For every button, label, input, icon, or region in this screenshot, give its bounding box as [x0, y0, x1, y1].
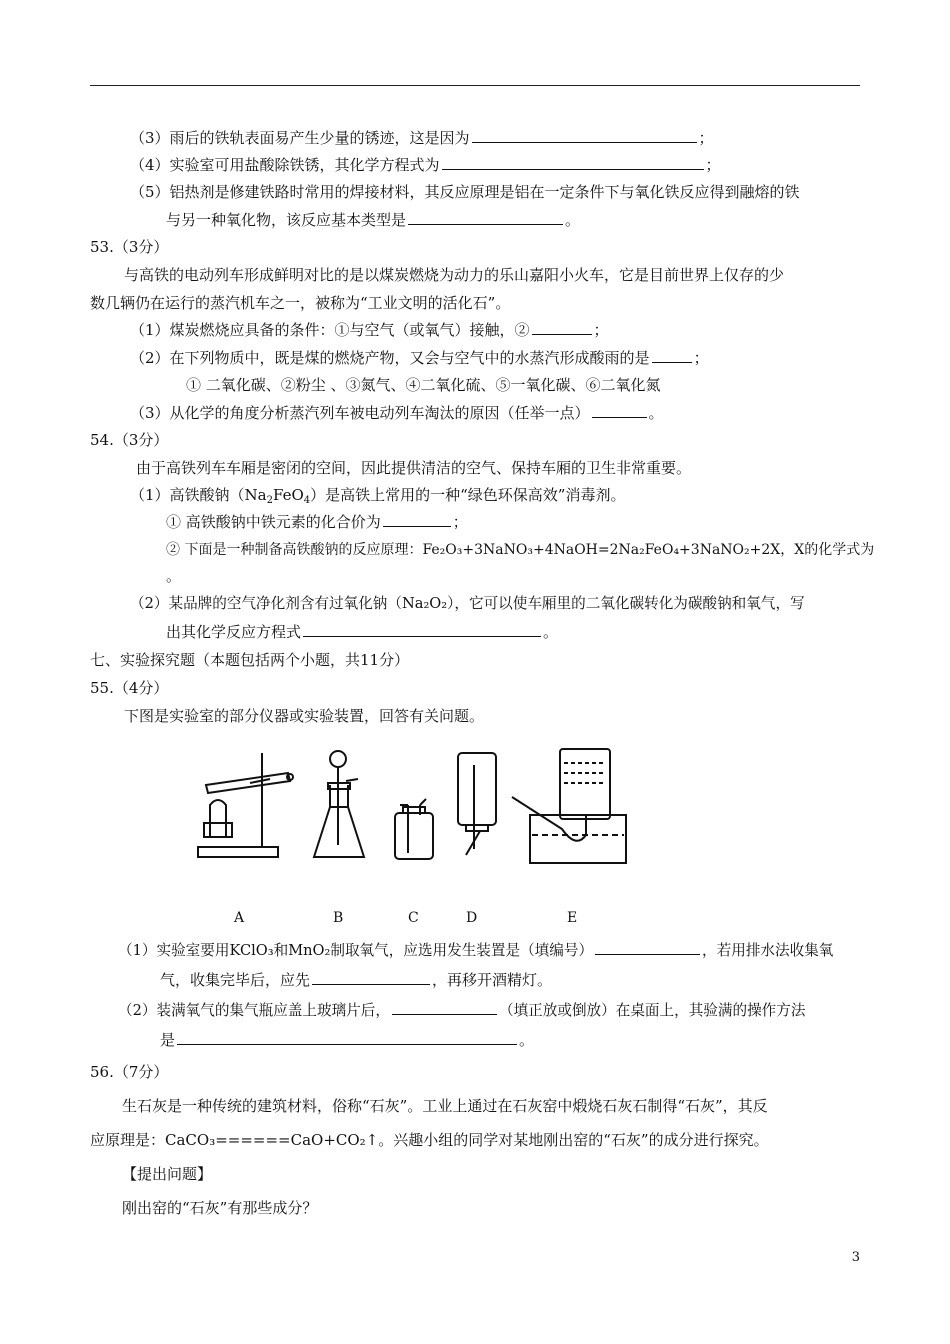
q52-part5-line1: （5）铝热剂是修建铁路时常用的焊接材料，其反应原理是铝在一定条件下与氧化铁反应得到融熔的铁	[130, 183, 800, 201]
q53-heading: 53.（3分）	[90, 238, 169, 256]
section-7-heading: 七、实验探究题（本题包括两个小题，共11分）	[90, 651, 410, 669]
q54-part1-sub2-end: 。	[166, 567, 182, 585]
q53-part3: （3）从化学的角度分析蒸汽列车被电动列车淘汰的原因（任举一点） 。	[130, 404, 664, 422]
q54-intro: 由于高铁列车车厢是密闭的空间，因此提供清洁的空气、保持车厢的卫生非常重要。	[136, 459, 692, 477]
label-e: E	[567, 910, 578, 926]
q53-intro-line2: 数几辆仍在运行的蒸汽机车之一，被称为“工业文明的活化石”。	[90, 294, 511, 312]
q52-part5-line2: 与另一种氧化物，该反应基本类型是 。	[166, 211, 581, 229]
label-c: C	[408, 910, 419, 926]
label-a: A	[234, 910, 245, 926]
q56-heading: 56.（7分）	[90, 1063, 169, 1081]
apparatus-d-inverted-bottle	[458, 753, 496, 855]
q55-part1-line2: 气，收集完毕后，应先 ，再移开酒精灯。	[160, 971, 553, 989]
q54-part2-line1: （2）某品牌的空气净化剂含有过氧化钠（Na₂O₂），它可以使车厢里的二氧化碳转化为碳酸钠和氧气，写	[130, 595, 805, 612]
q56-question: 刚出窑的“石灰”有那些成分？	[122, 1199, 318, 1217]
apparatus-a-heating-setup	[198, 753, 293, 857]
q55-part2-line1: （2）装满氧气的集气瓶应盖上玻璃片后， （填正放或倒放）在桌面上，其验满的操作方法	[118, 1002, 806, 1019]
q52-part3: （3）雨后的铁轨表面易产生少量的锈迹，这是因为 ；	[130, 129, 714, 147]
q56-intro-line2: 应原理是：CaCO₃======CaO+CO₂↑。兴趣小组的同学对某地刚出窑的“石灰”的成分进行探究。	[90, 1131, 769, 1149]
label-d: D	[466, 910, 478, 926]
q54-part1-sub1: ① 高铁酸钠中铁元素的化合价为 ；	[166, 513, 468, 531]
q52-part4: （4）实验室可用盐酸除铁锈，其化学方程式为 ；	[130, 156, 721, 174]
q55-intro: 下图是实验室的部分仪器或实验装置，回答有关问题。	[124, 707, 485, 725]
page-number: 3	[851, 1250, 860, 1265]
q53-intro-line1: 与高铁的电动列车形成鲜明对比的是以煤炭燃烧为动力的乐山嘉阳小火车，它是目前世界上仅存的少	[124, 266, 785, 284]
q54-part1: （1）高铁酸钠$(Na_2FeO_4)$是高铁上常用的一种“绿色环保高效”消毒剂。	[130, 486, 626, 506]
apparatus-b-conical-flask	[314, 751, 364, 857]
q54-part2-line2: 出其化学反应方程式 。	[166, 623, 559, 641]
q56-raise-question-heading: 【提出问题】	[122, 1165, 213, 1183]
q54-part1-sub2: ② 下面是一种制备高铁酸钠的反应原理：Fe₂O₃+3NaNO₃+4NaOH=2Na₂FeO₄+3NaNO₂+2X，X的化学式为	[166, 542, 875, 558]
lab-apparatus-figure	[190, 745, 630, 870]
q56-intro-line1: 生石灰是一种传统的建筑材料，俗称“石灰”。工业上通过在石灰窑中煅烧石灰石制得“石灰”，其反	[122, 1097, 768, 1115]
q54-heading: 54.（3分）	[90, 431, 169, 449]
q55-heading: 55.（4分）	[90, 679, 169, 697]
q55-part2-line2: 是 。	[160, 1031, 535, 1049]
apparatus-c-gas-bottle	[395, 799, 433, 859]
q53-part1: （1）煤炭燃烧应具备的条件：①与空气（或氧气）接触，② ；	[130, 321, 609, 339]
q53-part2: （2）在下列物质中，既是煤的燃烧产物，又会与空气中的水蒸汽形成酸雨的是 ；	[130, 349, 709, 367]
apparatus-e-water-collection	[512, 749, 626, 863]
q55-part1-line1: （1）实验室要用KClO₃和MnO₂制取氧气，应选用发生装置是（填编号） ，若用排水法收集氧	[118, 942, 834, 959]
label-b: B	[333, 910, 344, 926]
header-rule	[90, 85, 860, 86]
q53-part2-options: ① 二氧化碳、②粉尘 、③氮气、④二氧化硫、⑤一氧化碳、⑥二氧化氮	[186, 376, 661, 394]
